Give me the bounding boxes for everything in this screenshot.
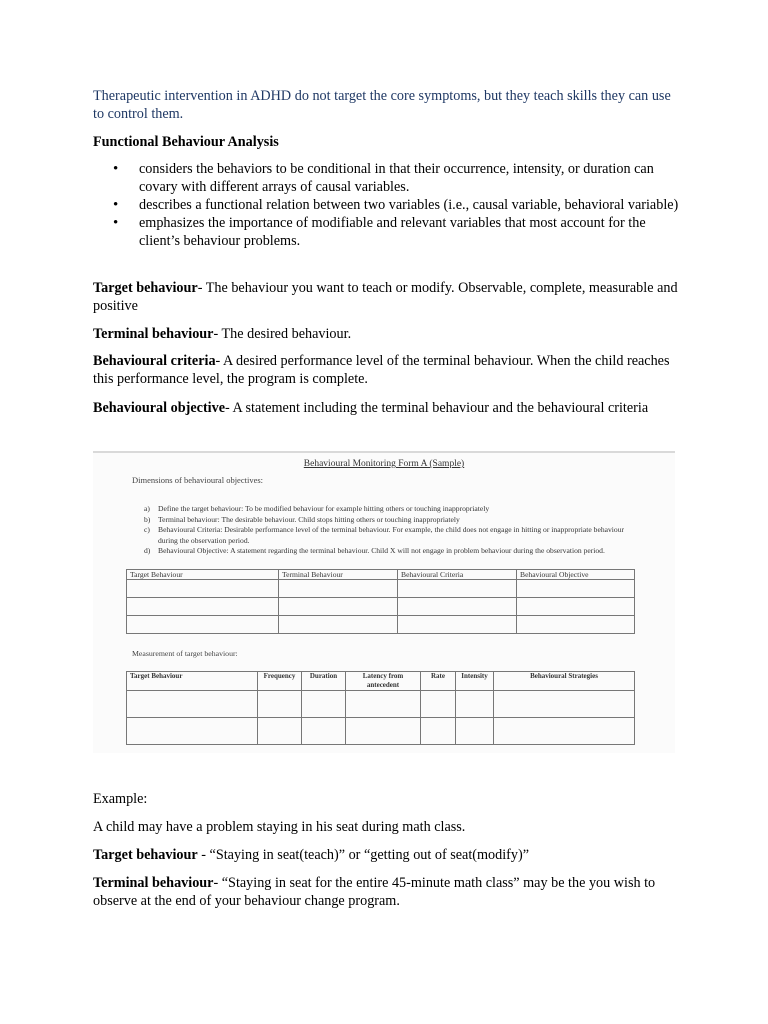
table-header: Behavioural Objective — [517, 570, 635, 580]
dimensions-label: Dimensions of behavioural objectives: — [132, 475, 264, 485]
list-item: a) Define the target behaviour: To be modified behaviour for example hitting others or touching inappropriately — [144, 504, 490, 513]
form-title: Behavioural Monitoring Form A (Sample) — [303, 459, 465, 469]
table-row — [127, 580, 635, 598]
dimensions-list — [144, 504, 644, 557]
example-label: Example: — [93, 791, 148, 807]
example-terminal-behaviour: Terminal behaviour- “Staying in seat for the entire 45-minute math class” may be the you wish to observe at the end of your behaviour change program. — [93, 875, 656, 909]
example-target-behaviour: Target behaviour - “Staying in seat(teach)” or “getting out of seat(modify)” — [93, 847, 530, 863]
list-item: b) Terminal behaviour: The desirable behaviour. Child stops hitting others or touching inappropriately — [144, 514, 460, 524]
list-item: • describes a functional relation between two variables (i.e., causal variable, behavioral variable) — [93, 196, 683, 214]
list-item: • considers the behaviors to be conditional in that their occurrence, intensity, or duration can covary with different arrays of causal variables. — [93, 160, 683, 196]
fba-heading: Functional Behaviour Analysis — [93, 134, 279, 150]
table-header: Terminal Behaviour — [279, 570, 398, 580]
table-header: Frequency — [258, 672, 302, 691]
intro-paragraph: Therapeutic intervention in ADHD do not target the core symptoms, but they teach skills they can use to control them. — [93, 88, 671, 122]
table-row — [127, 598, 635, 616]
table-header: Behavioural Criteria — [398, 570, 517, 580]
table-row — [127, 691, 635, 718]
table-header: Target Behaviour — [127, 672, 258, 691]
list-item: c) Behavioural Criteria: Desirable performance level of the terminal behaviour. For example, the child does not engage in hitting or inappropriate behaviour during the observation period. — [144, 525, 625, 545]
measurement-label: Measurement of target behaviour: — [132, 649, 238, 658]
behavioural-objective-definition: Behavioural objective- A statement including the terminal behaviour and the behavioural criteria — [93, 400, 649, 416]
table-header: Behavioural Strategies — [494, 672, 635, 691]
table-header: Latency from antecedent — [346, 672, 421, 691]
measurement-table — [126, 671, 635, 745]
table-row — [127, 718, 635, 745]
table-header: Target Behaviour — [127, 570, 279, 580]
list-item: • emphasizes the importance of modifiable and relevant variables that most account for the client’s behaviour problems. — [93, 214, 683, 250]
example-scenario: A child may have a problem staying in his seat during math class. — [93, 819, 466, 835]
table-header: Duration — [302, 672, 346, 691]
terminal-behaviour-definition: Terminal behaviour- The desired behaviour. — [93, 326, 352, 342]
list-item: d) Behavioural Objective: A statement regarding the terminal behaviour. Child X will not engage in problem behaviour during the observation period. — [144, 546, 605, 555]
table-header: Rate — [421, 672, 456, 691]
fba-bullet-list — [93, 160, 683, 250]
objectives-table — [126, 569, 635, 634]
behavioural-monitoring-form-image — [93, 451, 675, 753]
behavioural-criteria-definition: Behavioural criteria- A desired performance level of the terminal behaviour. When the child reaches this performance level, the program is complete. — [93, 353, 670, 387]
table-header: Intensity — [456, 672, 494, 691]
target-behaviour-definition: Target behaviour- The behaviour you want to teach or modify. Observable, complete, measurable and positive — [93, 280, 678, 314]
table-row — [127, 616, 635, 634]
